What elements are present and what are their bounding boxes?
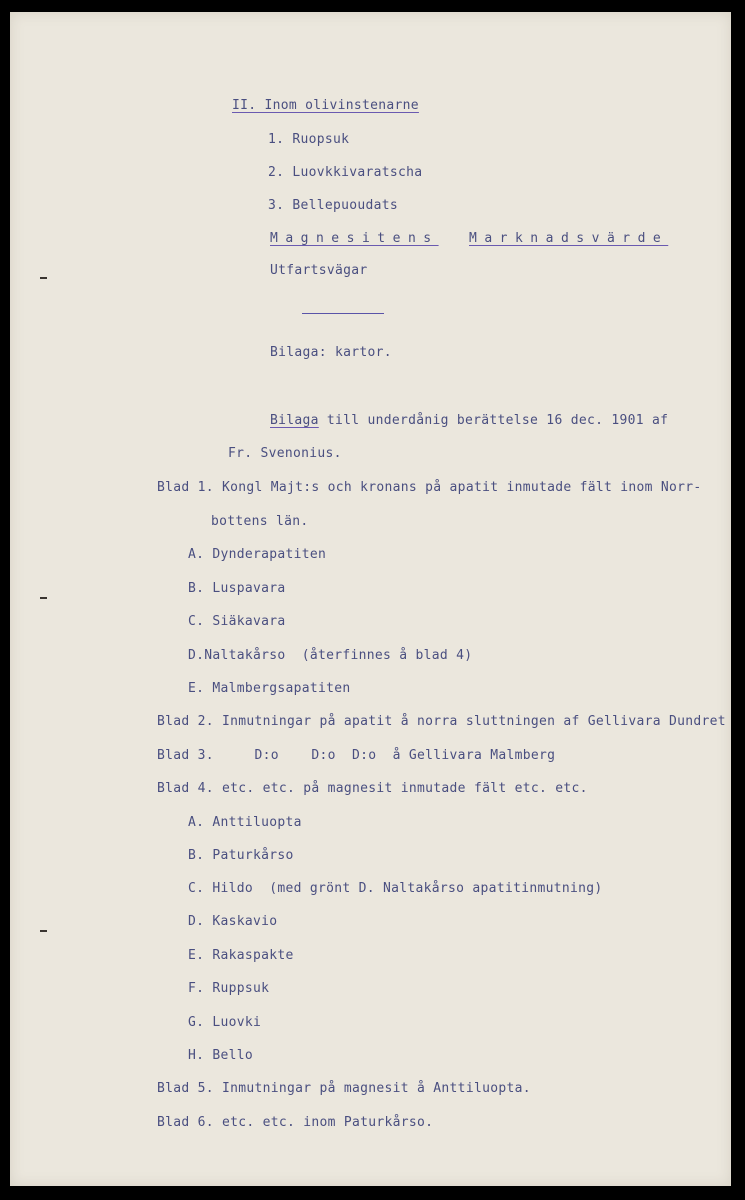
appendix-intro-label: Bilaga <box>270 413 319 428</box>
appendix-intro-text: till underdånig berättelse 16 dec. 1901 af <box>318 413 669 428</box>
blad-1-item: C. Siäkavara <box>188 614 286 629</box>
blad-4-item: D. Kaskavio <box>188 914 278 929</box>
punch-mark <box>40 930 47 932</box>
appendix-author: Fr. Svenonius. <box>228 446 342 461</box>
routes-heading: Utfartsvägar <box>270 263 368 278</box>
blad-3-title: Blad 3. D:o D:o D:o å Gellivara Malmberg <box>157 748 556 763</box>
separator-rule <box>302 313 384 314</box>
blad-1-item: A. Dynderapatiten <box>188 547 327 562</box>
outline-item: 1. Ruopsuk <box>268 132 350 147</box>
blad-4-item: C. Hildo (med grönt D. Naltakårso apatitinmutning) <box>188 881 603 896</box>
blad-1-title: Blad 1. Kongl Majt:s och kronans på apatit inmutade fält inom Norr- <box>157 480 702 495</box>
blad-4-item: B. Paturkårso <box>188 848 294 863</box>
blad-4-item: E. Rakaspakte <box>188 948 294 963</box>
market-value-heading-part1: Magnesitens <box>270 231 439 246</box>
punch-mark <box>40 597 47 599</box>
blad-4-item: G. Luovki <box>188 1015 262 1030</box>
blad-1-item: B. Luspavara <box>188 581 286 596</box>
blad-4-item: A. Anttiluopta <box>188 815 302 830</box>
blad-4-title: Blad 4. etc. etc. på magnesit inmutade fält etc. etc. <box>157 781 588 796</box>
blad-1-item: D.Naltakårso (återfinnes å blad 4) <box>188 648 473 663</box>
blad-6-title: Blad 6. etc. etc. inom Paturkårso. <box>157 1115 434 1130</box>
blad-1-title-cont: bottens län. <box>211 514 309 529</box>
blad-2-title: Blad 2. Inmutningar på apatit å norra sluttningen af Gellivara Dundret <box>157 714 726 729</box>
section-heading: II. Inom olivinstenarne <box>232 98 419 113</box>
document-page <box>10 12 731 1186</box>
blad-5-title: Blad 5. Inmutningar på magnesit å Anttiluopta. <box>157 1081 531 1096</box>
appendix-intro <box>270 413 668 429</box>
blad-4-item: F. Ruppsuk <box>188 981 270 996</box>
maps-note: Bilaga: kartor. <box>270 345 392 360</box>
outline-item: 3. Bellepuoudats <box>268 198 399 213</box>
blad-1-item: E. Malmbergsapatiten <box>188 681 351 696</box>
punch-mark <box>40 277 47 279</box>
market-value-heading-part2: Marknadsvärde <box>469 231 669 246</box>
blad-4-item: H. Bello <box>188 1048 254 1063</box>
outline-item: 2. Luovkkivaratscha <box>268 165 423 180</box>
